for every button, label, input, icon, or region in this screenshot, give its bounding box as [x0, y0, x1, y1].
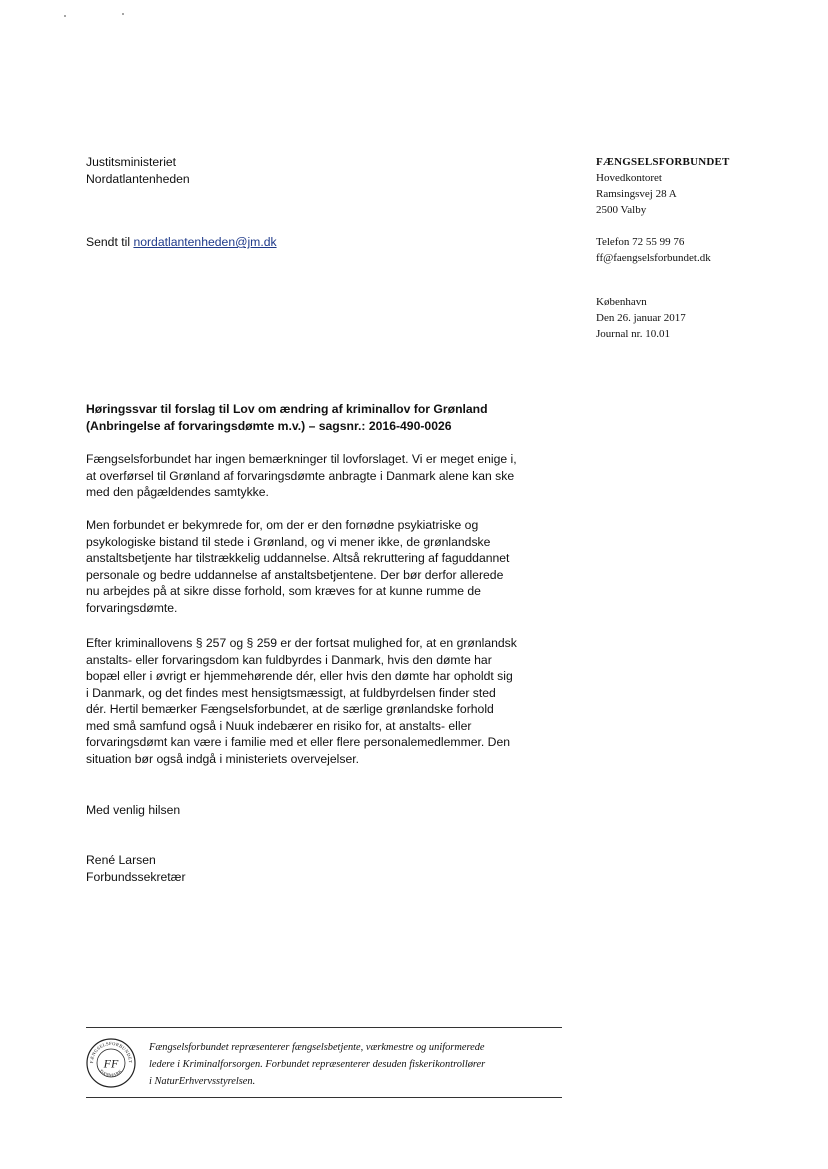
body-line: med den pågældendes samtykke. — [86, 485, 269, 499]
body-line: dér. Hertil bemærker Fængselsforbundet, at de særlige grønlandske forhold — [86, 702, 494, 716]
union-seal-logo — [85, 1037, 137, 1089]
body-paragraph-1 — [86, 451, 517, 501]
body-line: bopæl eller i øvrigt er hjemmehørende dér, eller hvis den dømte har opholdt sig — [86, 669, 513, 683]
body-line: nu arbejdes på at sikre disse forhold, som kræves for at kunne rumme de — [86, 584, 481, 598]
body-line: anstalts- eller forvaringsdom kan fuldbyrdes i Danmark, hvis den dømte har — [86, 652, 492, 667]
body-line: Fængselsforbundet har ingen bemærkninger til lovforslaget. Vi er meget enige i, — [86, 452, 517, 466]
sent-to-line — [86, 234, 277, 251]
body-paragraph-2 — [86, 517, 509, 616]
letter-subject — [86, 401, 488, 434]
sender-office: Hovedkontoret — [596, 172, 662, 184]
subject-line-1: Høringssvar til forslag til Lov om ændring af kriminallov for Grønland — [86, 402, 488, 416]
footer-line-3: i NaturErhvervsstyrelsen. — [149, 1076, 256, 1087]
body-line: forvaringsdømte. — [86, 600, 178, 615]
closing-greeting: Med venlig hilsen — [86, 803, 181, 817]
sender-org-name: FÆNGSELSFORBUNDET — [596, 156, 730, 168]
body-line: at overførsel til Grønland af forvaringsdømte anbragte i Danmark alene kan ske — [86, 468, 515, 483]
sender-city: 2500 Valby — [596, 204, 647, 216]
body-line: situation bør også indgå i ministeriets overvejelser. — [86, 751, 359, 766]
body-line: Efter kriminallovens § 257 og § 259 er der fortsat mulighed for, at en grønlandsk — [86, 636, 517, 650]
recipient-line-1: Justitsministeriet — [86, 155, 177, 169]
seal-ring-top-text: FÆNGSELSFORBUNDET — [88, 1040, 134, 1064]
sender-block — [596, 154, 730, 218]
sender-contact — [596, 234, 711, 266]
seal-emblem-icon — [85, 1037, 137, 1089]
sender-phone: Telefon 72 55 99 76 — [596, 236, 685, 248]
seal-initials: FF — [103, 1056, 119, 1071]
signature-block — [86, 852, 186, 885]
body-line: med små samfund også i Nuuk indebærer en risiko for, at anstalts- eller — [86, 718, 472, 733]
recipient-block — [86, 154, 190, 187]
body-line: i Danmark, og det findes mest hensigtsmæssigt, at fuldbyrdelsen finder sted — [86, 685, 496, 700]
body-paragraph-3 — [86, 635, 517, 767]
body-line: psykologiske bistand til stede i Grønland, og vi mener ikke, de grønlandske — [86, 534, 491, 549]
body-line: Men forbundet er bekymrede for, om der er den fornødne psykiatriske og — [86, 518, 479, 532]
seal-ring-bottom-text: DANMARK — [98, 1068, 124, 1078]
footer-top-rule — [86, 1027, 562, 1028]
journal-number: Journal nr. 10.01 — [596, 328, 670, 340]
scan-speck — [122, 13, 124, 15]
letter-date: Den 26. januar 2017 — [596, 312, 686, 324]
subject-line-2: (Anbringelse af forvaringsdømte m.v.) – sagsnr.: 2016-490-0026 — [86, 418, 452, 433]
body-line: forvaringsdømt kan være i familie med et eller flere personalemedlemmer. Den — [86, 735, 511, 749]
sent-to-prefix: Sendt til — [86, 235, 134, 249]
footer-bottom-rule — [86, 1097, 562, 1098]
sender-email: ff@faengselsforbundet.dk — [596, 252, 711, 264]
signer-title: Forbundssekretær — [86, 869, 186, 884]
sender-date-block — [596, 294, 686, 342]
sender-street: Ramsingsvej 28 A — [596, 188, 677, 200]
signer-name: René Larsen — [86, 853, 156, 867]
footer-line-2: ledere i Kriminalforsorgen. Forbundet repræsenterer desuden fiskerikontrollører — [149, 1059, 486, 1070]
body-line: personale og bedre uddannelse af anstaltsbetjentene. Der bør derfor allerede — [86, 567, 504, 582]
recipient-line-2: Nordatlantenheden — [86, 171, 190, 186]
sender-place: København — [596, 296, 647, 308]
scan-speck — [64, 15, 66, 17]
recipient-email-link[interactable]: nordatlantenheden@jm.dk — [133, 235, 277, 249]
footer-statement — [149, 1039, 485, 1090]
footer-line-1: Fængselsforbundet repræsenterer fængselsbetjente, værkmestre og uniformerede — [149, 1042, 485, 1053]
body-line: anstaltsbetjente har tilstrækkelig uddannelse. Altså rekruttering af faguddannet — [86, 551, 510, 565]
